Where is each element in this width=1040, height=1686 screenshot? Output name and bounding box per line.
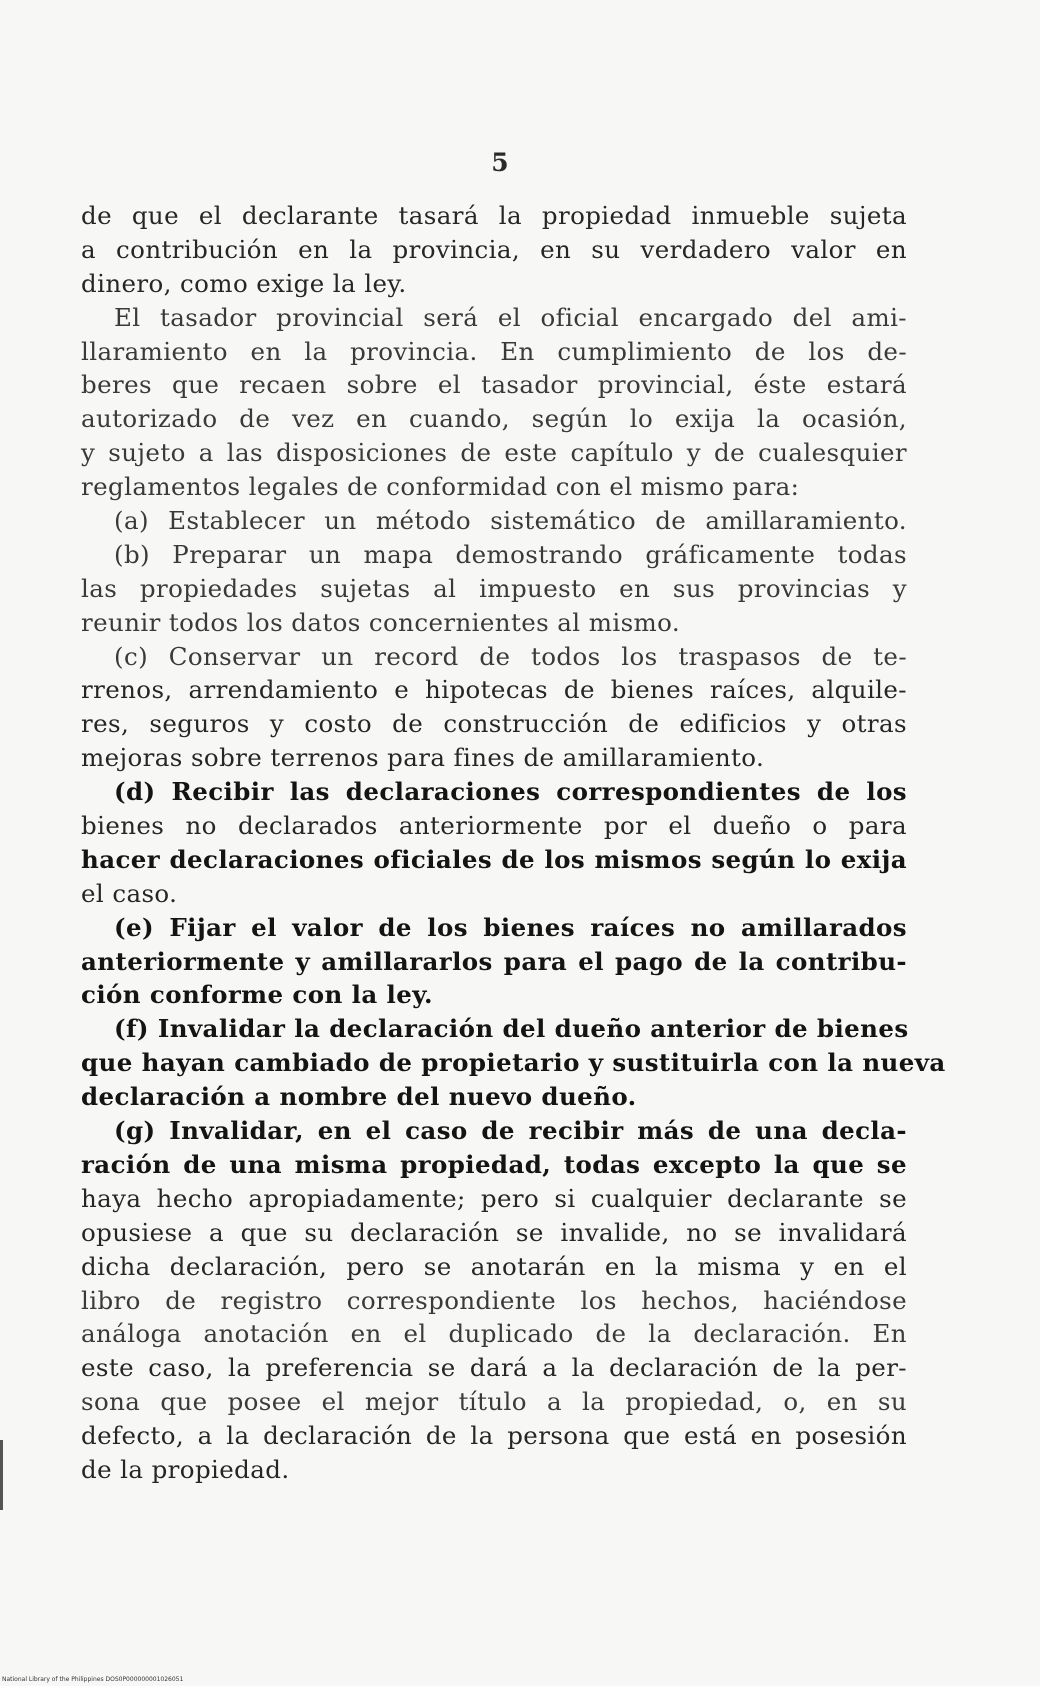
text-line: dicha declaración, pero se anotarán en la misma y en el — [81, 1251, 907, 1281]
text-line: defecto, a la declaración de la persona que está en posesión — [81, 1421, 907, 1451]
text-line: (d) Recibir las declaraciones correspondientes de los — [114, 777, 907, 807]
text-line: (b) Preparar un mapa demostrando gráficamente todas — [114, 539, 907, 569]
scan-edge-mark — [0, 1440, 3, 1510]
text-line: de la propiedad. — [81, 1454, 290, 1484]
text-line: mejoras sobre terrenos para fines de amillaramiento. — [81, 743, 765, 773]
text-line: (f) Invalidar la declaración del dueño anterior de bienes — [114, 1014, 909, 1044]
text-line: las propiedades sujetas al impuesto en sus provincias y — [81, 573, 907, 603]
text-line: (c) Conservar un record de todos los traspasos de te- — [114, 641, 907, 671]
text-line: ción conforme con la ley. — [81, 980, 433, 1010]
text-line: autorizado de vez en cuando, según lo exija la ocasión, — [81, 404, 907, 434]
text-line: análoga anotación en el duplicado de la declaración. En — [81, 1319, 907, 1349]
text-line: beres que recaen sobre el tasador provincial, éste estará — [81, 370, 907, 400]
text-line: este caso, la preferencia se dará a la declaración de la per- — [81, 1353, 907, 1383]
body-text — [81, 199, 946, 1487]
text-line: opusiese a que su declaración se invalide, no se invalidará — [81, 1217, 907, 1247]
page-number: 5 — [491, 148, 509, 177]
text-line: (g) Invalidar, en el caso de recibir más de una decla- — [114, 1116, 907, 1146]
text-line: reunir todos los datos concernientes al mismo. — [81, 607, 681, 637]
text-line: rrenos, arrendamiento e hipotecas de bienes raíces, alquile- — [81, 675, 907, 705]
text-line: res, seguros y costo de construcción de edificios y otras — [81, 709, 907, 739]
text-line: El tasador provincial será el oficial encargado del ami- — [114, 302, 907, 332]
text-line: hacer declaraciones oficiales de los mismos según lo exija — [81, 844, 907, 874]
text-line: dinero, como exige la ley. — [81, 268, 407, 298]
text-line: llaramiento en la provincia. En cumplimiento de los de- — [81, 336, 907, 366]
scan-footer: National Library of the Philippines DOS0P000000001026051 — [2, 1676, 184, 1683]
text-line: a contribución en la provincia, en su verdadero valor en — [81, 234, 907, 264]
text-line: anteriormente y amillararlos para el pago de la contribu- — [81, 946, 907, 976]
text-line: haya hecho apropiadamente; pero si cualquier declarante se — [81, 1183, 907, 1213]
text-line: (a) Establecer un método sistemático de amillaramiento. — [114, 506, 907, 536]
text-line: y sujeto a las disposiciones de este capítulo y de cualesquier — [81, 438, 907, 468]
text-line: libro de registro correspondiente los hechos, haciéndose — [81, 1285, 907, 1315]
text-line: sona que posee el mejor título a la propiedad, o, en su — [81, 1387, 907, 1417]
text-line: reglamentos legales de conformidad con el mismo para: — [81, 472, 800, 502]
text-line: que hayan cambiado de propietario y sustituirla con la nueva — [81, 1048, 946, 1078]
text-line: ración de una misma propiedad, todas excepto la que se — [81, 1149, 907, 1179]
text-line: el caso. — [81, 878, 178, 908]
text-line: de que el declarante tasará la propiedad inmueble sujeta — [81, 201, 907, 230]
text-line: bienes no declarados anteriormente por el dueño o para — [81, 811, 907, 841]
text-line: (e) Fijar el valor de los bienes raíces no amillarados — [114, 912, 907, 942]
text-line: declaración a nombre del nuevo dueño. — [81, 1082, 637, 1112]
